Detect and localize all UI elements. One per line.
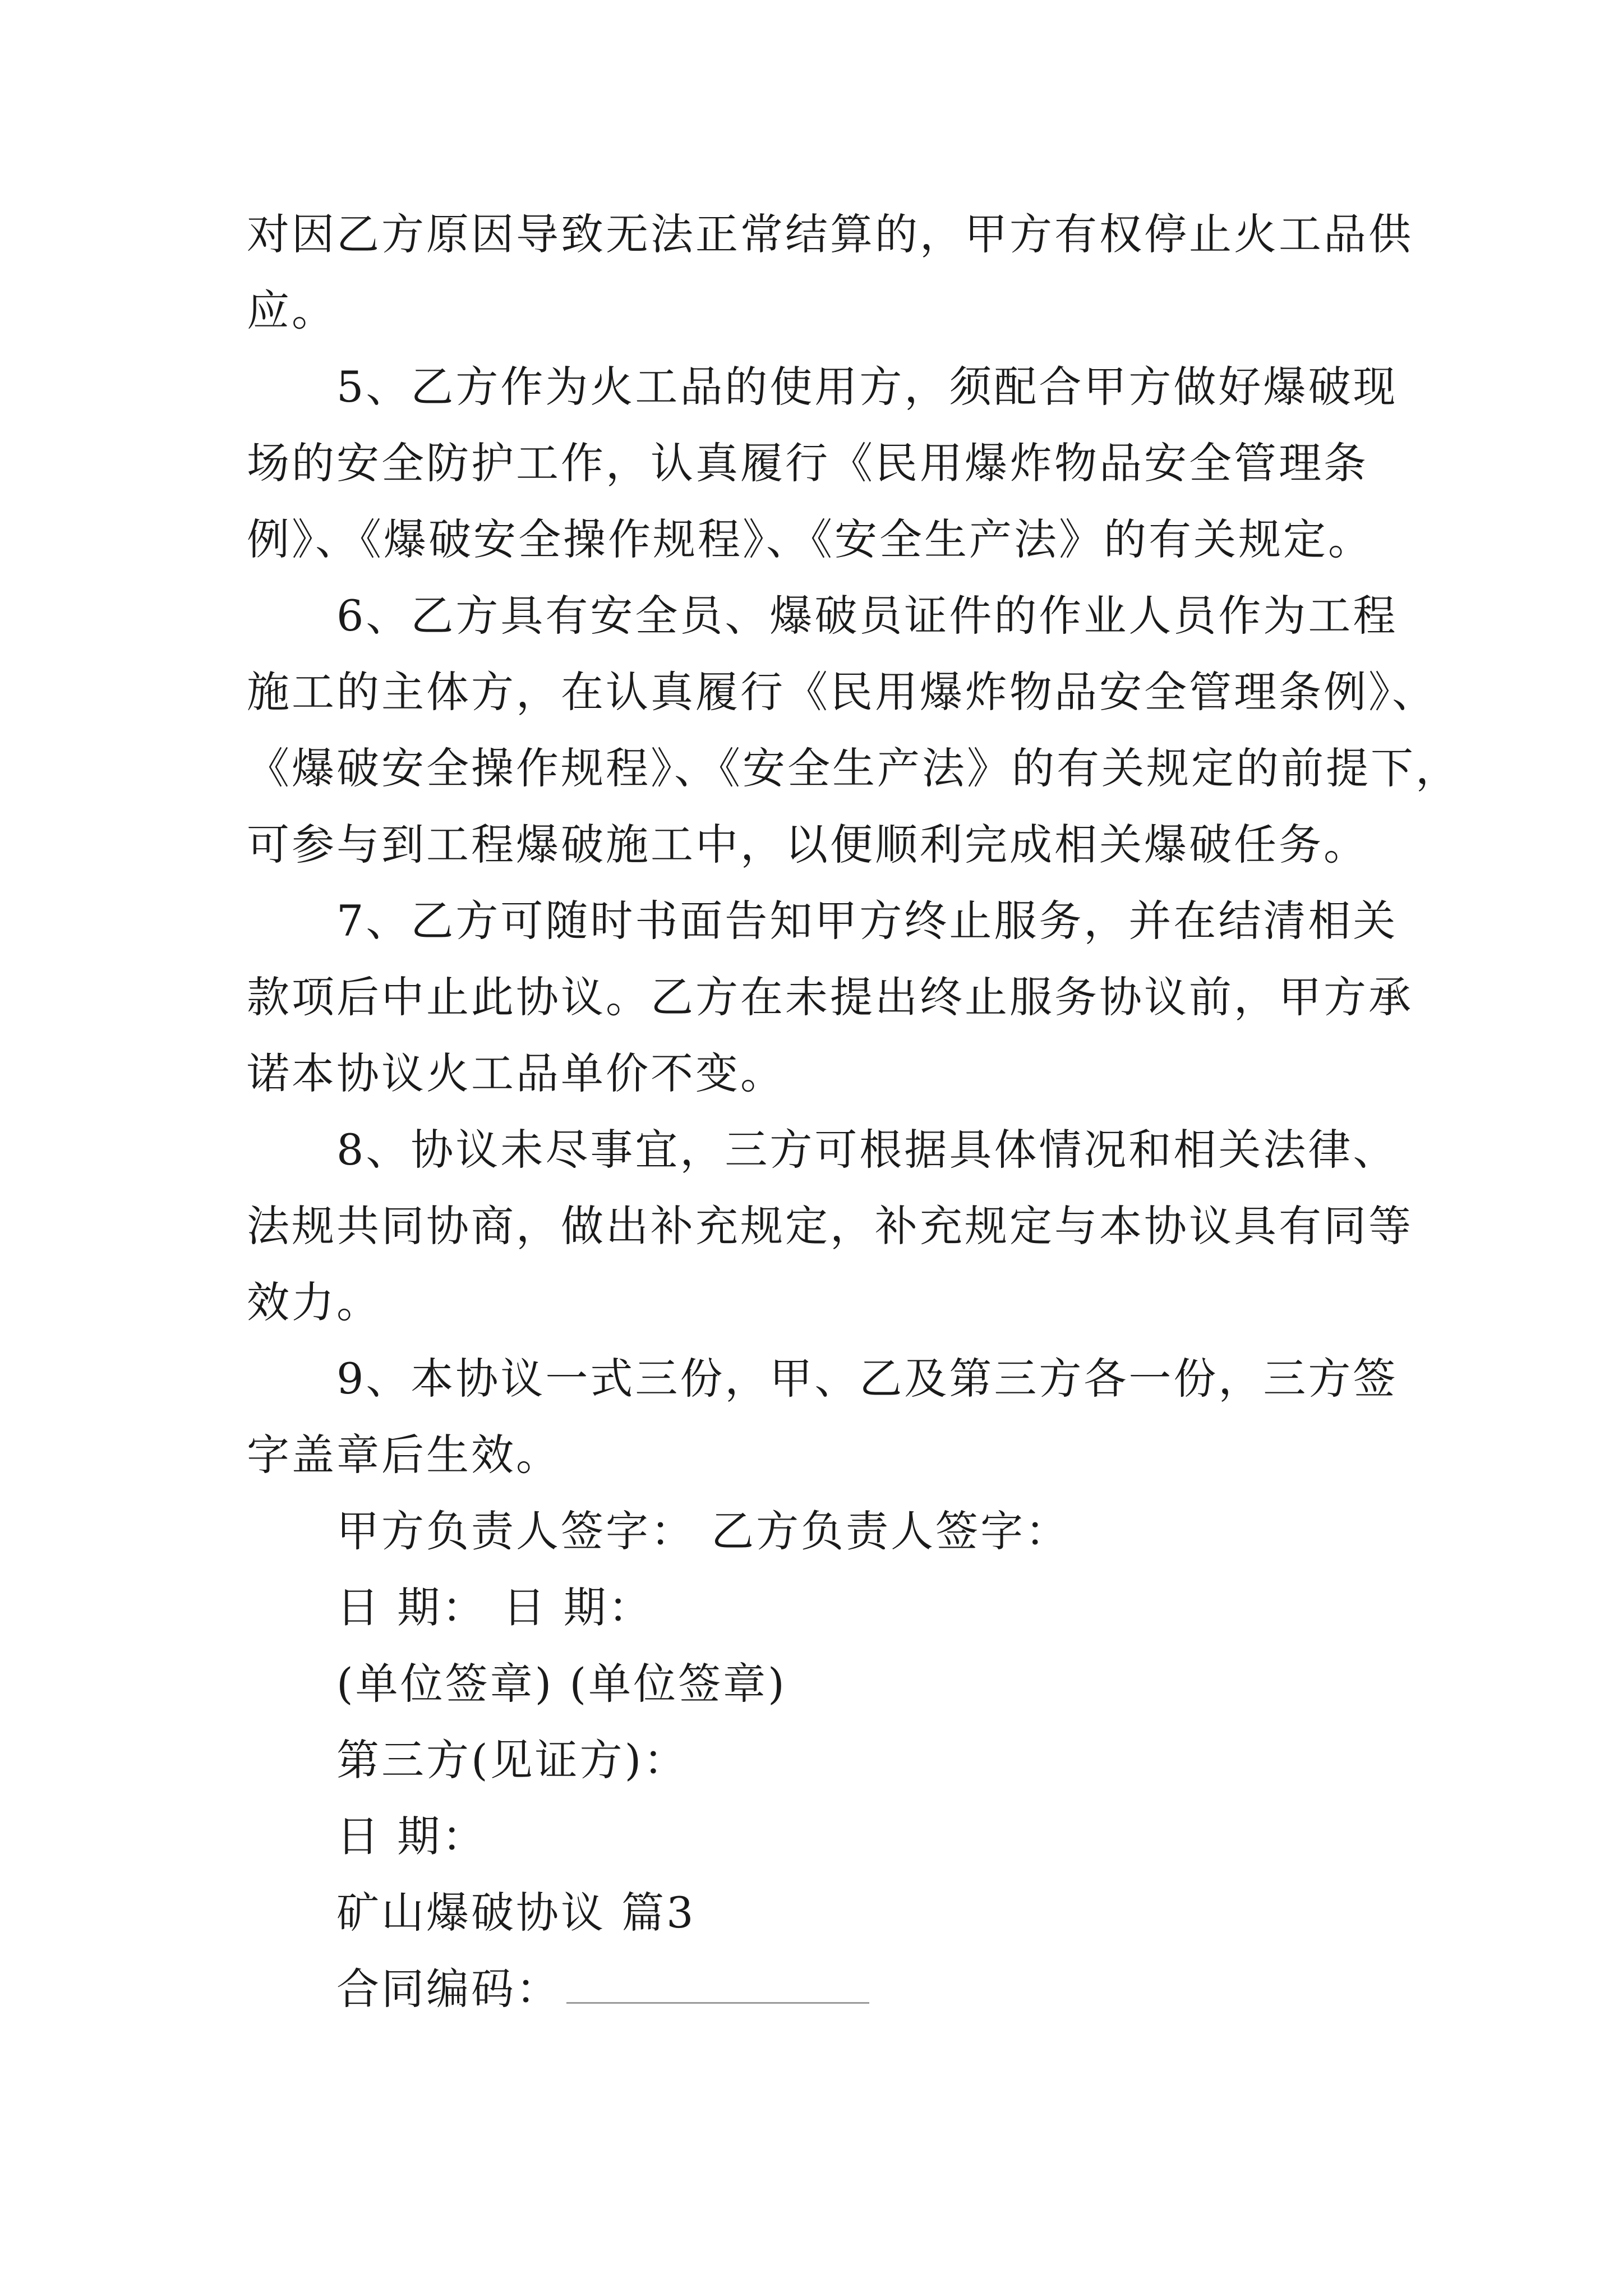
section-heading: 矿山爆破协议 篇3 [336,1888,696,1938]
text-line: 可参与到工程爆破施工中，以便顺利完成相关爆破任务。 [247,820,1368,869]
text-line: 诺本协议火工品单价不变。 [247,1048,785,1098]
text-line: 例》、《爆破安全操作规程》、《安全生产法》的有关规定。 [247,514,1373,564]
text-line: 效力。 [247,1277,381,1327]
clause-7-start: 7、乙方可随时书面告知甲方终止服务，并在结清相关 [336,896,1398,946]
clause-8-start: 8、协议未尽事宜，三方可根据具体情况和相关法律、 [336,1125,1398,1175]
contract-code-label: 合同编码： [336,1964,561,2014]
text-line: 施工的主体方，在认真履行《民用爆炸物品安全管理条例》、 [247,667,1437,717]
clause-9-start: 9、本协议一式三份，甲、乙及第三方各一份，三方签 [336,1354,1398,1404]
text-line: 应。 [247,286,336,335]
seal-line: (单位签章) (单位签章) [336,1659,787,1709]
clause-5-start: 5、乙方作为火工品的使用方，须配合甲方做好爆破现 [336,362,1398,412]
clause-6-start: 6、乙方具有安全员、爆破员证件的作业人员作为工程 [336,591,1398,641]
text-line: 对因乙方原因导致无法正常结算的，甲方有权停止火工品供 [247,209,1413,259]
contract-code-line [247,1951,1385,2027]
witness-date-line: 日 期： [336,1811,487,1861]
text-line: 款项后中止此协议。乙方在未提出终止服务协议前，甲方承 [247,972,1413,1022]
text-line: 场的安全防护工作，认真履行《民用爆炸物品安全管理条 [247,438,1368,488]
date-line: 日 期： 日 期： [336,1582,653,1632]
signature-line: 甲方负责人签字： 乙方负责人签字： [336,1506,1071,1556]
text-line: 法规共同协商，做出补充规定，补充规定与本协议具有同等 [247,1201,1413,1251]
text-line: 《爆破安全操作规程》、《安全生产法》的有关规定的前提下， [247,743,1460,793]
document-body [247,196,1460,2027]
contract-code-blank [566,2001,869,2004]
text-line: 字盖章后生效。 [247,1430,561,1480]
witness-line: 第三方(见证方)： [336,1735,689,1785]
